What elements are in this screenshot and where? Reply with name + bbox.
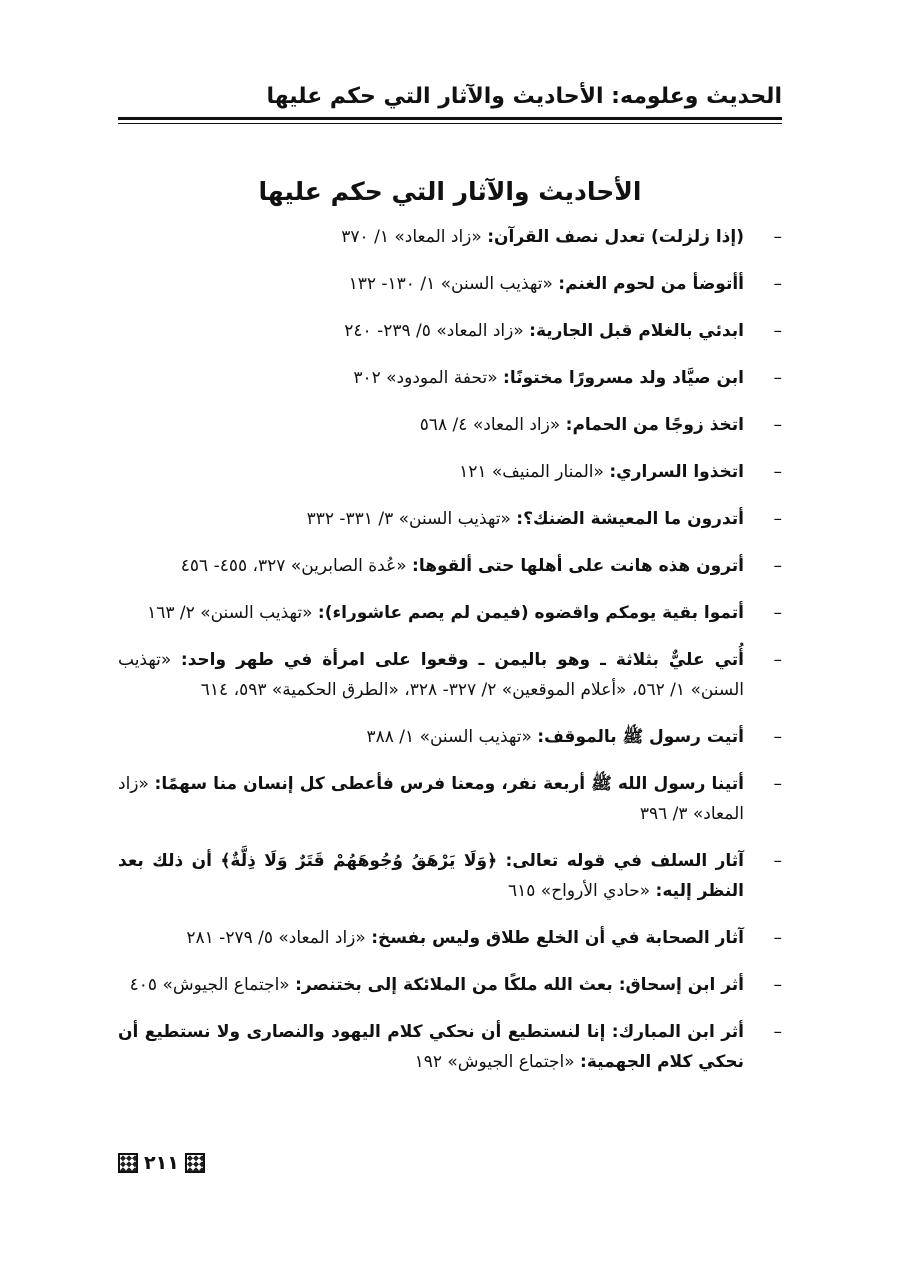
header-rule-thin <box>118 123 782 124</box>
dash-bullet: – <box>773 556 782 576</box>
entry-text: أأتوضأ من لحوم الغنم: <box>558 274 744 294</box>
dash-bullet: – <box>773 321 782 341</box>
entry-reference: «تهذيب السنن» ١/ ١٣٠- ١٣٢ <box>348 274 553 294</box>
entry-text: اتخذ زوجًا من الحمام: <box>565 415 744 435</box>
list-item <box>118 269 782 299</box>
list-item <box>118 769 782 829</box>
entry-reference: «اجتماع الجيوش» ٤٠٥ <box>129 975 290 995</box>
header-rule-thick <box>118 117 782 120</box>
entry-reference: «زاد المعاد» ٤/ ٥٦٨ <box>419 415 561 435</box>
entry-text: أتموا بقية يومكم واقضوه (فيمن لم يصم عاشوراء): <box>317 603 744 623</box>
dash-bullet: – <box>773 928 782 948</box>
list-item <box>118 410 782 440</box>
entry-text: آثار السلف في قوله تعالى: ﴿وَلَا يَرْهَقُ وُجُوهَهُمْ قَتَرٌ وَلَا ذِلَّةٌ﴾ أن ذلك بعد النظر إليه: <box>118 851 744 901</box>
list-item <box>118 222 782 252</box>
dash-bullet: – <box>773 274 782 294</box>
list-item <box>118 598 782 628</box>
list-item <box>118 363 782 393</box>
dash-bullet: – <box>773 774 782 794</box>
list-item <box>118 316 782 346</box>
entry-text: ابدئي بالغلام قبل الجارية: <box>529 321 744 341</box>
entry-reference: «زاد المعاد» ٥/ ٢٧٩- ٢٨١ <box>186 928 366 948</box>
dash-bullet: – <box>773 851 782 871</box>
dash-bullet: – <box>773 462 782 482</box>
entry-text: (إذا زلزلت) تعدل نصف القرآن: <box>487 227 744 247</box>
page-footer <box>118 1152 205 1174</box>
list-item <box>118 970 782 1000</box>
dash-bullet: – <box>773 368 782 388</box>
list-item <box>118 504 782 534</box>
entry-text: أُتي عليٌّ بثلاثة ـ وهو باليمن ـ وقعوا على امرأة في طهر واحد: <box>180 650 744 670</box>
dash-bullet: – <box>773 603 782 623</box>
entry-reference: «حادي الأرواح» ٦١٥ <box>508 881 651 901</box>
entry-reference: «تهذيب السنن» ٣/ ٣٣١- ٣٣٢ <box>306 509 511 529</box>
list-item <box>118 1017 782 1077</box>
entry-text: أثر ابن إسحاق: بعث الله ملكًا من الملائكة إلى بختنصر: <box>295 975 744 995</box>
entry-text: أتينا رسول الله ﷺ أربعة نفر، ومعنا فرس فأعطى كل إنسان منا سهمًا: <box>154 774 744 794</box>
entry-reference: «عُدة الصابرين» ٣٢٧، ٤٥٥- ٤٥٦ <box>180 556 407 576</box>
entry-text: أترون هذه هانت على أهلها حتى ألقوها: <box>412 556 744 576</box>
list-item <box>118 923 782 953</box>
entry-text: ابن صيَّاد ولد مسرورًا مختونًا: <box>503 368 744 388</box>
list-item <box>118 457 782 487</box>
entry-text: اتخذوا السراري: <box>609 462 744 482</box>
dash-bullet: – <box>773 650 782 670</box>
list-item <box>118 722 782 752</box>
dash-bullet: – <box>773 415 782 435</box>
entry-reference: «تهذيب السنن» ١/ ٥٦٢، «أعلام الموقعين» ٢/ ٣٢٧- ٣٢٨، «الطرق الحكمية» ٥٩٣، ٦١٤ <box>118 650 744 700</box>
entry-reference: «اجتماع الجيوش» ١٩٢ <box>414 1052 575 1072</box>
dash-bullet: – <box>773 227 782 247</box>
entry-list <box>118 222 782 1094</box>
list-item <box>118 551 782 581</box>
dash-bullet: – <box>773 1022 782 1042</box>
entry-reference: «زاد المعاد» ٣/ ٣٩٦ <box>118 774 744 824</box>
dash-bullet: – <box>773 975 782 995</box>
page-number: ٢١١ <box>144 1152 179 1174</box>
entry-text: أتدرون ما المعيشة الضنك؟: <box>516 509 744 529</box>
entry-reference: «تهذيب السنن» ٢/ ١٦٣ <box>147 603 313 623</box>
entry-text: آثار الصحابة في أن الخلع طلاق وليس بفسخ: <box>371 928 744 948</box>
dash-bullet: – <box>773 509 782 529</box>
list-item <box>118 645 782 705</box>
entry-reference: «زاد المعاد» ١/ ٣٧٠ <box>341 227 482 247</box>
entry-reference: «المنار المنيف» ١٢١ <box>459 462 604 482</box>
entry-reference: «زاد المعاد» ٥/ ٢٣٩- ٢٤٠ <box>344 321 524 341</box>
entry-reference: «تحفة المودود» ٣٠٢ <box>353 368 498 388</box>
list-item <box>118 846 782 906</box>
page-title: الأحاديث والآثار التي حكم عليها <box>258 176 642 206</box>
ornament-icon <box>118 1153 138 1173</box>
running-header: الحديث وعلومه: الأحاديث والآثار التي حكم عليها <box>266 84 782 109</box>
entry-reference: «تهذيب السنن» ١/ ٣٨٨ <box>366 727 532 747</box>
entry-text: أثر ابن المبارك: إنا لنستطيع أن نحكي كلام اليهود والنصارى ولا نستطيع أن نحكي كلام الجهمية: <box>118 1022 744 1072</box>
ornament-icon <box>185 1153 205 1173</box>
entry-text: أتيت رسول ﷺ بالموقف: <box>537 727 744 747</box>
dash-bullet: – <box>773 727 782 747</box>
